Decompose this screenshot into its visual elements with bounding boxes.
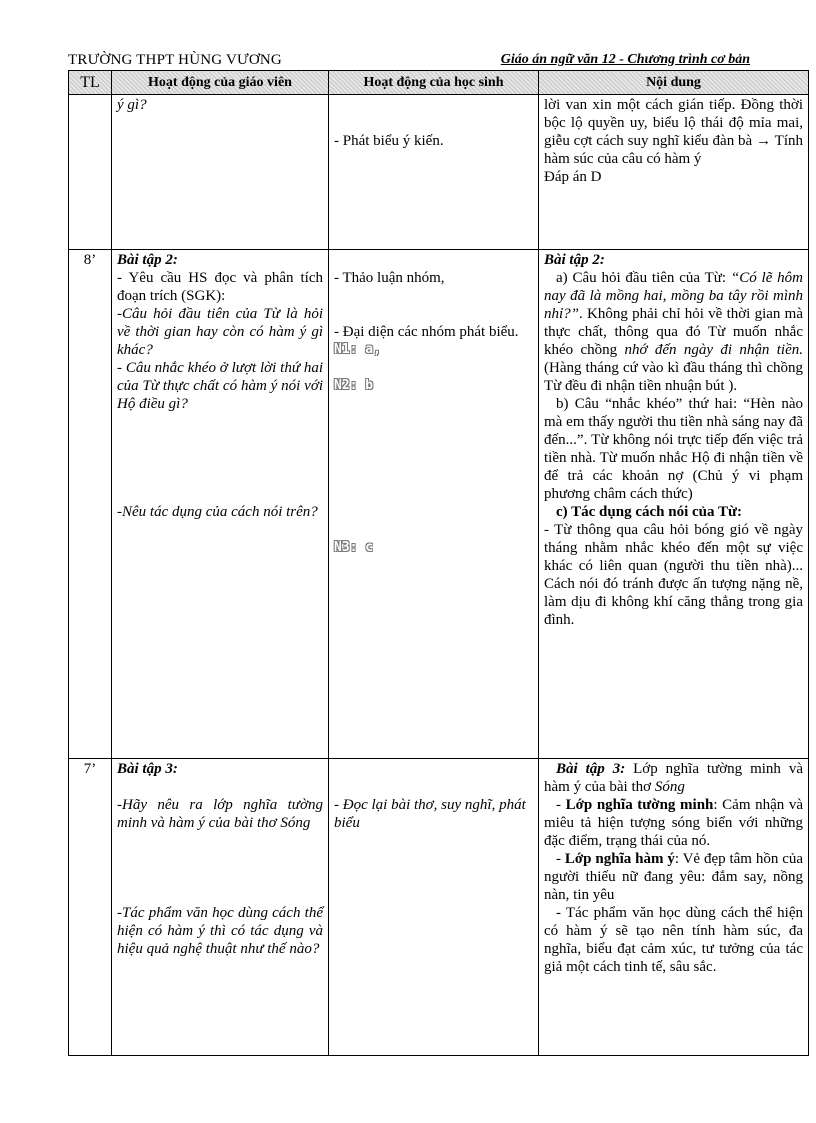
exercise-title: Bài tập 3:: [556, 761, 626, 777]
col-header-content: Nội dung: [539, 71, 809, 95]
intro-text: Lớp nghĩa tường minh và hàm ý của bài thơ: [544, 761, 803, 795]
cell-tl: 8’: [69, 250, 112, 759]
table-row: [69, 95, 809, 250]
exercise-title: Bài tập 3:: [117, 761, 178, 777]
teacher-question: -Tác phẩm văn học dùng cách thể hiện có hàm ý thì có tác dụng và hiệu quả nghệ thuật như thế nào?: [117, 905, 323, 957]
part-a-quote: “Có lẽ hôm nay đã là mồng hai, mồng ba tây rồi mình nhỉ?”: [544, 270, 803, 322]
exercise-title: Bài tập 2:: [117, 252, 178, 268]
page-header: [68, 52, 808, 70]
content-point: - Tác phẩm văn học dùng cách thể hiện có hàm ý sẽ tạo nên tính hàm súc, đa nghĩa, biểu đạt cảm xúc, tư tưởng của tác giả một cách tinh tế, sâu sắc.: [544, 905, 803, 975]
document-title: Giáo án ngữ văn 12 - Chương trình cơ bản: [500, 52, 750, 67]
student-text: - Phát biểu ý kiến.: [334, 133, 444, 149]
part-a-tail: (Hàng tháng cứ vào kì đầu tháng thì chồng Từ đều đi nhận tiền nhuận bút ).: [544, 360, 803, 394]
col-header-tl: TL: [69, 71, 112, 95]
point-label: Lớp nghĩa tường minh: [565, 797, 714, 813]
student-text: - Thảo luận nhóm,: [334, 270, 445, 286]
cell-content: [539, 759, 809, 1056]
content-text: lời van xin một cách gián tiếp. Đồng thời bộc lộ quyền uy, biểu lộ thái độ mỉa mai, giễu cợt cách suy nghĩ kiểu đàn bà → Tính hàm súc của câu có hàm ý: [544, 97, 803, 167]
cell-tl: 7’: [69, 759, 112, 1056]
cell-student: [329, 250, 539, 759]
cell-content: [539, 250, 809, 759]
content-part-c: - Từ thông qua câu hỏi bóng gió về ngày tháng nhằm nhắc khéo đến một sự việc khác có liên quan (người thu tiền nhà)... Cách nói đó tránh được ấn tượng nặng nề, làm dịu đi không khí căng thẳng trong gia đình.: [544, 522, 803, 628]
group-label: N3: c: [334, 540, 374, 555]
cell-teacher: [112, 95, 329, 250]
content-part-b: b) Câu “nhắc khéo” thứ hai: “Hèn nào mà em thấy người thu tiền nhà sáng nay đã đến...”. Từ không nói trực tiếp đến việc trả tiền nhà. Từ muốn nhắc Hộ đi nhận tiền về để trả các khoản nợ (Chủ ý vi phạm phương châm cách thức): [544, 396, 803, 502]
teacher-intro: - Yêu cầu HS đọc và phân tích đoạn trích (SGK):: [117, 270, 323, 304]
content-intro: [544, 760, 803, 796]
point-text: : Cảm nhận và miêu tả hiện tượng sóng biển với những đặc điểm, trạng thái của nó.: [544, 797, 803, 849]
part-a-body: . Không phải chỉ hỏi về thời gian mà thực chất, thông qua đó Từ muốn nhắc khéo chồng: [544, 306, 803, 358]
cell-teacher: [112, 250, 329, 759]
table-row: [69, 759, 809, 1056]
exercise-title: Bài tập 2:: [544, 252, 605, 268]
teacher-question: - Câu nhắc khéo ở lượt lời thứ hai của Từ thực chất có hàm ý nói với Hộ điều gì?: [117, 360, 323, 412]
part-a-lead: a) Câu hỏi đầu tiên của Từ:: [556, 270, 731, 286]
cell-content: [539, 95, 809, 250]
group-label: N1: a,: [334, 342, 381, 357]
poem-title: Sóng: [654, 779, 685, 795]
lesson-table: [68, 70, 809, 1056]
teacher-question: -Câu hỏi đầu tiên của Từ là hỏi về thời gian hay còn có hàm ý gì khác?: [117, 306, 323, 358]
cell-student: [329, 759, 539, 1056]
teacher-question: -Nêu tác dụng của cách nói trên?: [117, 504, 318, 520]
part-a-emphasis: nhớ đến ngày đi nhận tiền.: [624, 342, 803, 358]
teacher-text: ý gì?: [117, 97, 147, 113]
content-answer: Đáp án D: [544, 169, 602, 185]
cell-tl: [69, 95, 112, 250]
group-label: N2: b: [334, 378, 374, 393]
school-name: TRƯỜNG THPT HÙNG VƯƠNG: [68, 52, 282, 68]
cell-teacher: [112, 759, 329, 1056]
student-text: - Đọc lại bài thơ, suy nghĩ, phát biểu: [334, 797, 526, 831]
col-header-student: Hoạt động của học sinh: [329, 71, 539, 95]
content-part-a: [544, 269, 803, 395]
point-label: Lớp nghĩa hàm ý: [564, 851, 675, 867]
student-text: - Đại diện các nhóm phát biểu.: [334, 324, 519, 340]
cell-student: [329, 95, 539, 250]
point-text: : Vẻ đẹp tâm hồn của người thiếu nữ đang yêu: đắm say, nồng nàn, tin yêu: [544, 851, 804, 903]
teacher-question: -Hãy nêu ra lớp nghĩa tường minh và hàm ý của bài thơ Sóng: [117, 797, 323, 831]
content-point: - Lớp nghĩa tường minh: Cảm nhận và miêu tả hiện tượng sóng biển với những đặc điểm, trạng thái của nó.: [544, 797, 803, 849]
content-point: - Lớp nghĩa hàm ý: Vẻ đẹp tâm hồn của người thiếu nữ đang yêu: đắm say, nồng nàn, tin yêu: [544, 851, 804, 903]
table-row: [69, 250, 809, 759]
content-part-c-title: c) Tác dụng cách nói của Từ:: [556, 504, 742, 520]
col-header-teacher: Hoạt động của giáo viên: [112, 71, 329, 95]
table-header-row: [69, 71, 809, 95]
